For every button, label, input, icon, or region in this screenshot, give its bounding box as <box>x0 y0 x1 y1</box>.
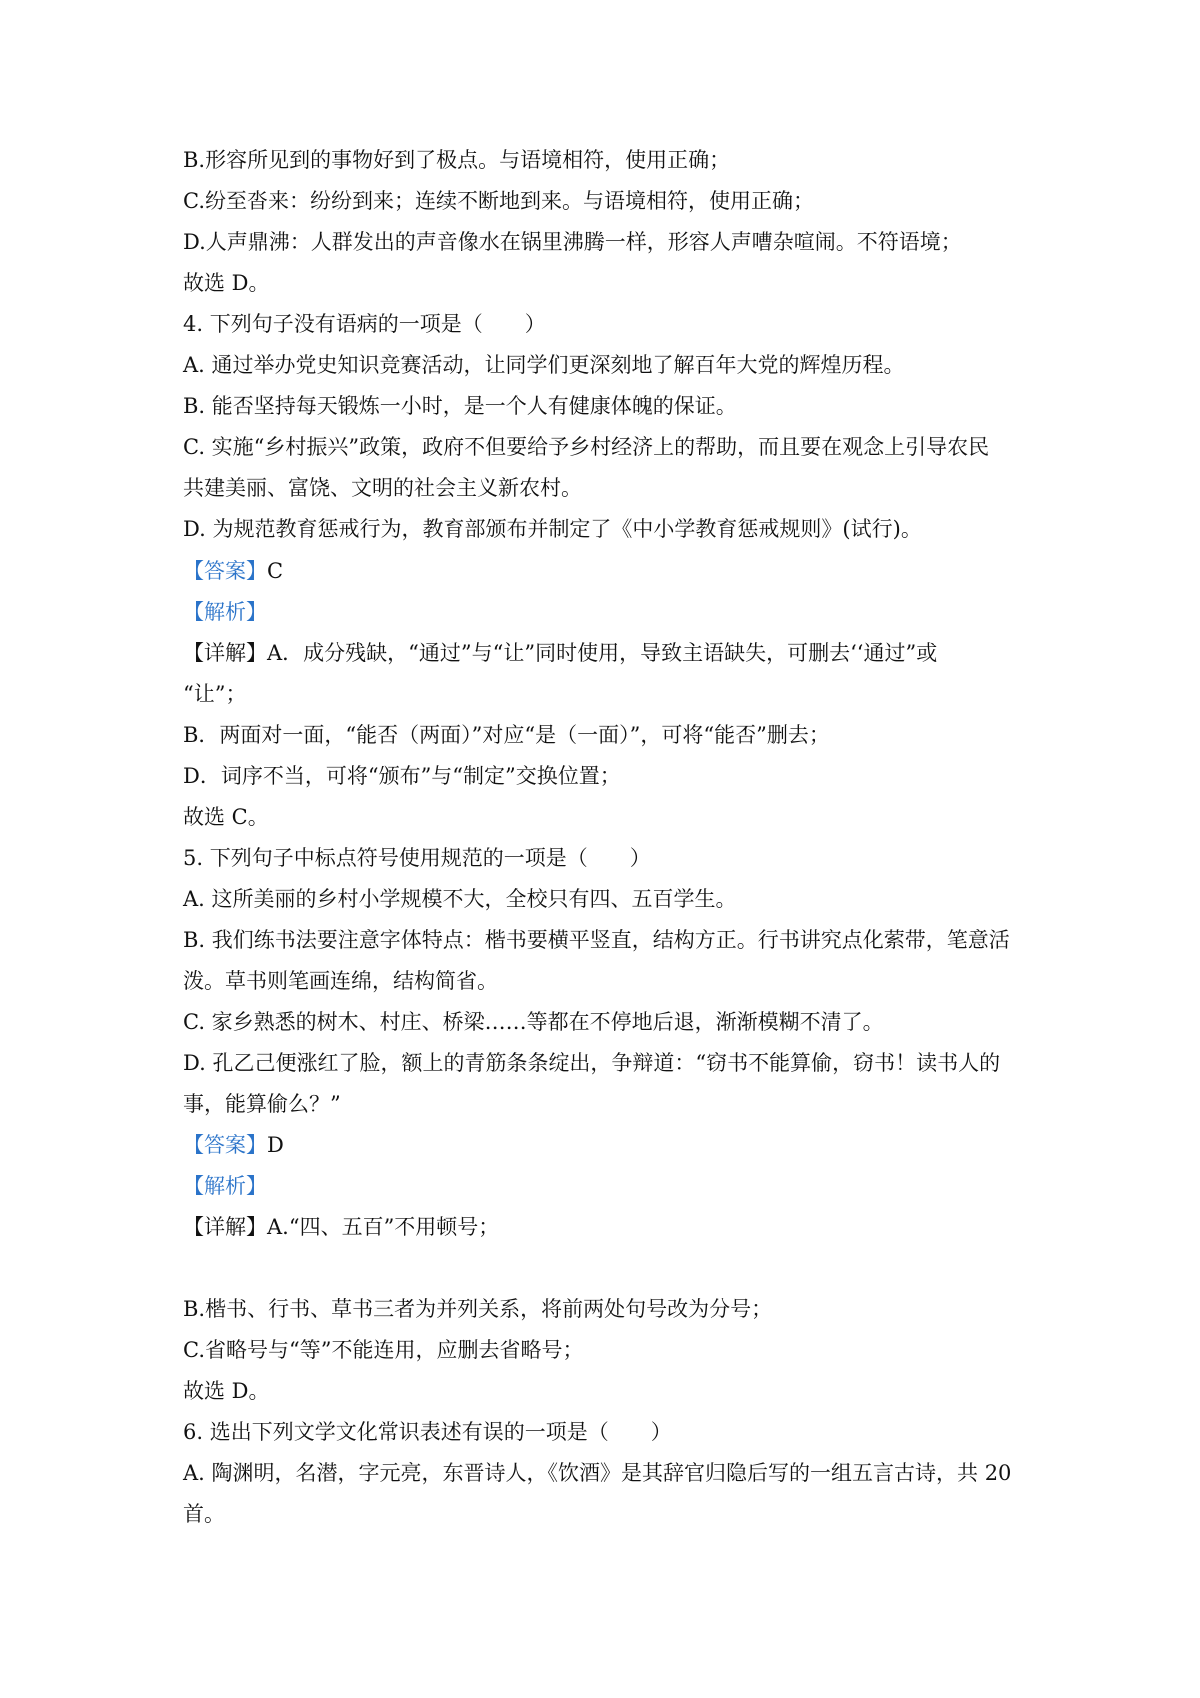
question-4-stem: 4. 下列句子没有语病的一项是（ ） <box>183 312 546 336</box>
question-5-option-d: D. 孔乙己便涨红了脸，额上的青筋条条绽出，争辩道：“窃书不能算偷，窃书！读书人的 <box>183 1051 1001 1075</box>
detail-tag: 【详解】 <box>183 641 267 665</box>
text-line: B.形容所见到的事物好到了极点。与语境相符，使用正确； <box>183 148 731 172</box>
question-4-option-a: A. 通过举办党史知识竞赛活动，让同学们更深刻地了解百年大党的辉煌历程。 <box>183 353 905 377</box>
question-4-detail-line: “让”； <box>183 682 247 706</box>
question-4-detail-line <box>183 636 1043 670</box>
analysis-tag: 【解析】 <box>183 600 267 624</box>
question-5-stem: 5. 下列句子中标点符号使用规范的一项是（ ） <box>183 846 651 870</box>
question-5-detail-line: B.楷书、行书、草书三者为并列关系，将前两处句号改为分号； <box>183 1297 773 1321</box>
text-line: D.人声鼎沸：人群发出的声音像水在锅里沸腾一样，形容人声嘈杂喧闹。不符语境； <box>183 230 962 254</box>
question-4-detail-line: 故选 C。 <box>183 805 269 829</box>
question-4-analysis <box>183 595 1043 629</box>
question-4-option-d: D. 为规范教育惩戒行为，教育部颁布并制定了《中小学教育惩戒规则》(试行)。 <box>183 517 922 541</box>
question-6-option-a: A. 陶渊明，名潜，字元亮，东晋诗人，《饮酒》是其辞官归隐后写的一组五言古诗，共 20 <box>183 1461 1012 1485</box>
question-5-answer <box>183 1128 1043 1162</box>
question-5-analysis <box>183 1169 1043 1203</box>
answer-tag: 【答案】 <box>183 559 267 583</box>
question-5-option-a: A. 这所美丽的乡村小学规模不大，全校只有四、五百学生。 <box>183 887 737 911</box>
detail-text: A.“四、五百”不用顿号； <box>267 1215 500 1239</box>
question-4-option-b: B. 能否坚持每天锻炼一小时，是一个人有健康体魄的保证。 <box>183 394 737 418</box>
question-5-detail-line: C.省略号与“等”不能连用，应删去省略号； <box>183 1338 584 1362</box>
analysis-tag: 【解析】 <box>183 1174 267 1198</box>
question-4-detail-line: D．词序不当，可将“颁布”与“制定”交换位置； <box>183 764 621 788</box>
question-5-option-b: B. 我们练书法要注意字体特点：楷书要横平竖直，结构方正。行书讲究点化萦带，笔意活 <box>183 928 1010 952</box>
text-line: C.纷至沓来：纷纷到来；连续不断地到来。与语境相符，使用正确； <box>183 189 814 213</box>
question-5-option-d-cont: 事，能算偷么？” <box>183 1092 341 1116</box>
question-4-detail-line: B．两面对一面，“能否（两面）”对应“是（一面）”，可将“能否”删去； <box>183 723 830 747</box>
detail-text: A．成分残缺，“通过”与“让”同时使用，导致主语缺失，可删去‘‘通过”或 <box>267 641 938 665</box>
answer-value: D <box>267 1133 284 1157</box>
answer-tag: 【答案】 <box>183 1133 267 1157</box>
text-line: 故选 D。 <box>183 271 270 295</box>
question-5-detail-line: 故选 D。 <box>183 1379 270 1403</box>
question-5-option-b-cont: 泼。草书则笔画连绵，结构简省。 <box>183 969 498 993</box>
question-6-stem: 6. 选出下列文学文化常识表述有误的一项是（ ） <box>183 1420 672 1444</box>
question-5-detail-line <box>183 1210 1043 1244</box>
question-4-option-c: C. 实施“乡村振兴”政策，政府不但要给予乡村经济上的帮助，而且要在观念上引导农民 <box>183 435 990 459</box>
question-6-option-a-cont: 首。 <box>183 1502 225 1526</box>
question-4-answer <box>183 554 1043 588</box>
question-4-option-c-cont: 共建美丽、富饶、文明的社会主义新农村。 <box>183 476 582 500</box>
answer-value: C <box>267 559 284 583</box>
detail-tag: 【详解】 <box>183 1215 267 1239</box>
question-5-option-c: C. 家乡熟悉的树木、村庄、桥梁……等都在不停地后退，渐渐模糊不清了。 <box>183 1010 884 1034</box>
